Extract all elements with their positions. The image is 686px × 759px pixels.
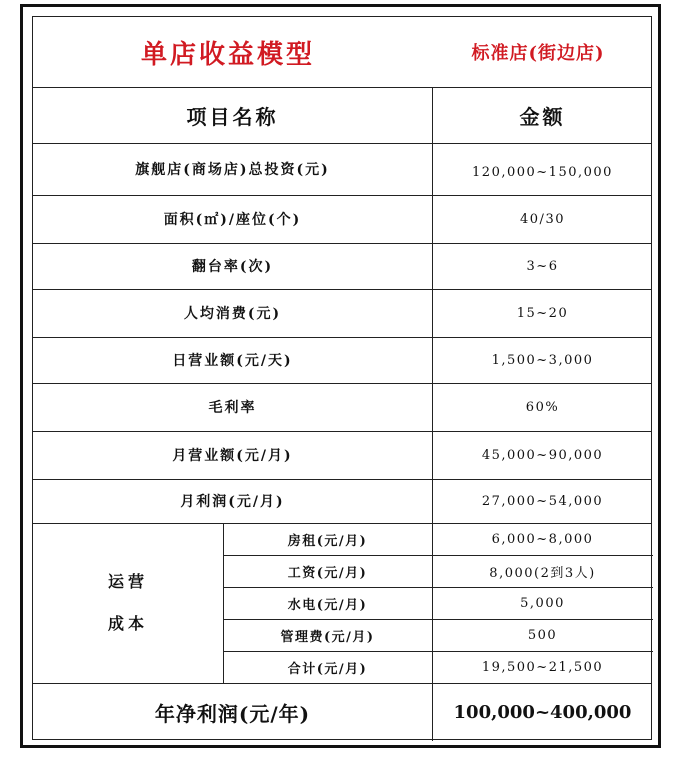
- row-label-total-investment: 旗舰店(商场店)总投资(元): [135, 162, 330, 178]
- operating-cost-label-line1: 运营: [107, 572, 148, 591]
- row-value-daily-revenue: 1,500~3,000: [491, 352, 594, 368]
- cost-value-management: 500: [527, 627, 558, 643]
- row-value-avg-spend: 15~20: [516, 305, 569, 321]
- row-label-avg-spend: 人均消费(元): [183, 306, 282, 322]
- page-title: 单店收益模型: [140, 39, 315, 70]
- cost-value-utilities: 5,000: [520, 595, 565, 611]
- row-label-area-seats: 面积(㎡)/座位(个): [163, 212, 302, 228]
- annual-net-profit-label: 年净利润(元/年): [154, 701, 311, 726]
- cost-label-total: 合计(元/月): [287, 661, 368, 677]
- cost-label-utilities: 水电(元/月): [287, 597, 368, 613]
- column-header-amount: 金额: [519, 104, 566, 129]
- operating-cost-label: [33, 523, 223, 683]
- row-label-monthly-profit: 月利润(元/月): [180, 494, 285, 510]
- row-value-table-turnover: 3~6: [526, 258, 559, 274]
- profit-model-table: [32, 16, 652, 740]
- operating-cost-label-line2: 成本: [107, 614, 148, 633]
- row-value-total-investment: 120,000~150,000: [472, 164, 613, 180]
- row-value-gross-margin: 60%: [525, 399, 560, 415]
- row-label-table-turnover: 翻台率(次): [191, 259, 274, 275]
- annual-net-profit-value: 100,000~400,000: [453, 701, 632, 723]
- column-header-name: 项目名称: [186, 104, 279, 129]
- cost-label-wages: 工资(元/月): [287, 565, 368, 581]
- store-type-subtitle: 标准店(街边店): [471, 43, 605, 64]
- row-value-area-seats: 40/30: [520, 211, 565, 227]
- row-value-monthly-revenue: 45,000~90,000: [481, 447, 604, 463]
- cost-label-rent: 房租(元/月): [287, 533, 368, 549]
- row-label-daily-revenue: 日营业额(元/天): [172, 353, 293, 369]
- cost-value-total: 19,500~21,500: [481, 659, 604, 675]
- row-label-monthly-revenue: 月营业额(元/月): [172, 448, 293, 464]
- cost-label-management: 管理费(元/月): [280, 629, 375, 645]
- row-value-monthly-profit: 27,000~54,000: [481, 493, 604, 509]
- row-label-gross-margin: 毛利率: [208, 400, 257, 416]
- cost-value-rent: 6,000~8,000: [491, 531, 594, 547]
- cost-value-wages: 8,000(2到3人): [489, 565, 596, 581]
